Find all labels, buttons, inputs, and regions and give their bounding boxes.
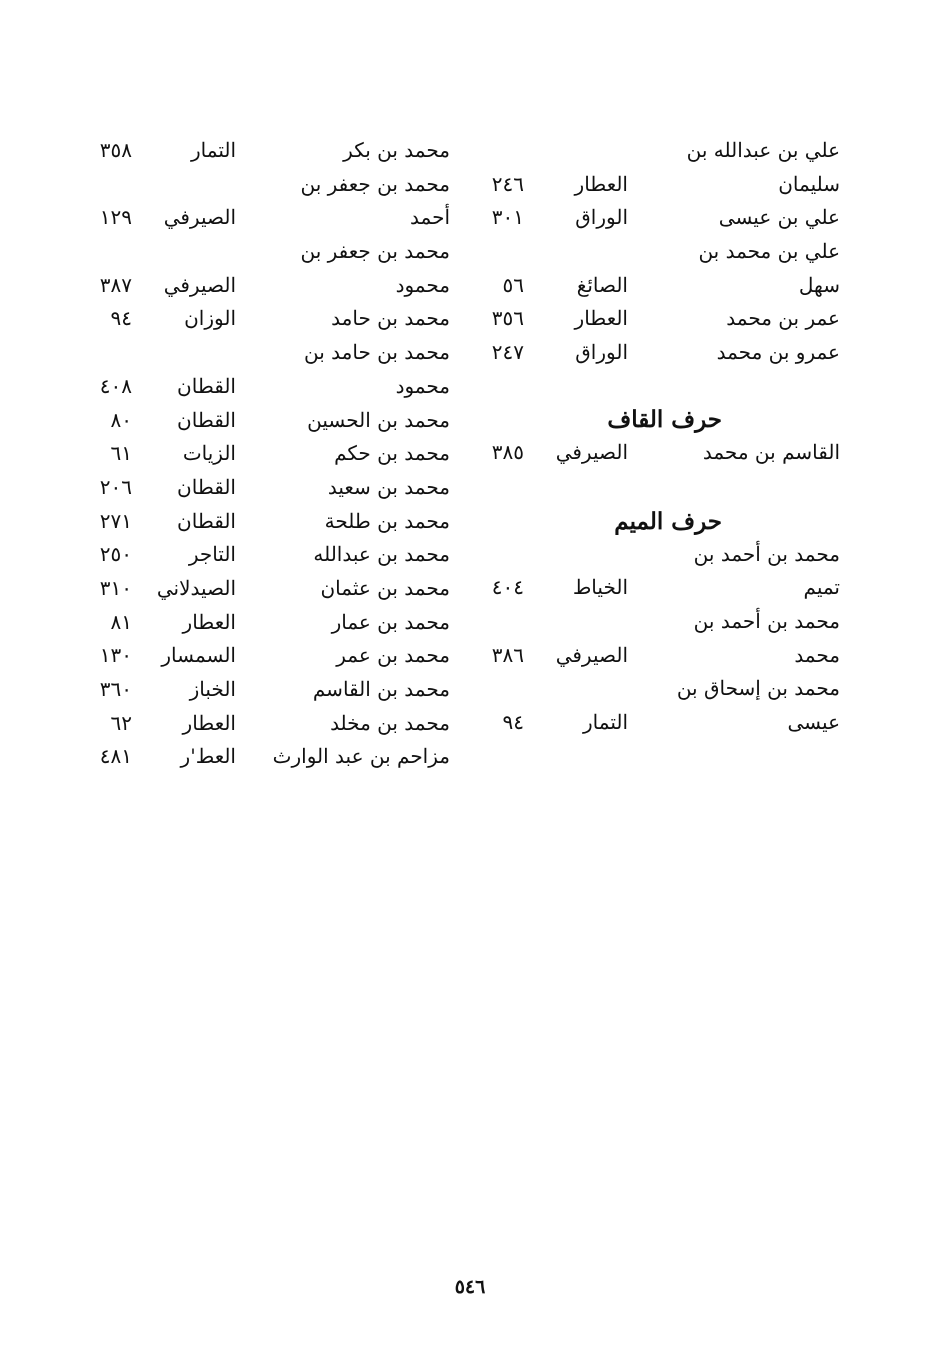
entry-trade: الصيرفي [163,272,236,297]
index-entry-row [80,538,450,572]
entry-page-ref: ١٣٠ [99,643,132,668]
entry-name: علي بن عيسى [718,205,840,230]
entry-page-ref: ٦٢ [110,710,132,735]
entry-trade: العط'ر [180,744,236,769]
entry-trade: السمسار [161,643,236,668]
entry-name: القاسم بن محمد [702,439,840,464]
right-entries-block-1 [480,134,840,370]
index-entry-row [80,134,450,168]
entry-trade: القطان [177,508,236,533]
entry-trade: العطار [574,171,628,196]
entry-page-ref: ٢٠٦ [99,474,132,499]
entry-trade: الصائغ [576,272,628,297]
entry-name: سليمان [778,171,840,196]
index-entry-row [80,740,450,774]
entry-name: محمد بن سعيد [327,474,450,499]
entry-page-ref: ٣٨٧ [99,272,132,297]
entry-trade: التمار [191,138,236,162]
index-entry-row [80,572,450,606]
index-entry-row [80,336,450,370]
entry-trade: الخياط [572,575,628,600]
index-entry-row [480,336,840,370]
entry-name: علي بن محمد بن [698,239,840,264]
entry-page-ref: ٣٥٦ [491,306,524,331]
entry-name: محمد بن عمار [331,609,450,634]
left-column [80,134,450,774]
entry-page-ref: ٣٨٦ [491,642,524,667]
entry-trade: الزيات [182,441,236,466]
section-heading-meem: حرف الميم [614,507,722,535]
entry-name: محمد بن عمر [336,643,450,668]
entry-name: محمد بن حامد [331,306,450,331]
index-entry-row [80,707,450,741]
right-entries-block-2 [480,436,840,470]
entry-trade: القطان [177,474,236,499]
index-entry-row [80,471,450,505]
index-entry-row [80,673,450,707]
index-entry-row [80,302,450,336]
index-entry-row [480,706,840,740]
index-entry-row [480,672,840,706]
section-heading-qaf: حرف القاف [607,405,722,433]
index-entry-row [80,437,450,471]
right-column [480,134,840,740]
entry-name: علي بن عبدالله بن [686,138,840,162]
entry-page-ref: ٣٦٠ [99,677,132,701]
entry-trade: الخباز [189,677,236,701]
right-entries-block-3 [480,538,840,740]
entry-trade: التاجر [188,542,236,567]
entry-name: محمد بن أحمد بن [693,541,840,566]
entry-page-ref: ٦١ [110,441,132,466]
index-entry-row [80,269,450,303]
entry-page-ref: ٢٤٦ [491,171,524,196]
index-entry-row [80,201,450,235]
entry-page-ref: ٨٠ [110,407,132,432]
index-entry-row [80,639,450,673]
entry-name: سهل [798,272,840,297]
entry-page-ref: ٨١ [110,609,132,634]
entry-name: محمد بن بكر [343,138,450,162]
entry-name: محمد بن مخلد [330,710,450,735]
entry-page-ref: ٤٠٤ [491,575,524,600]
entry-name: محمد بن حامد بن [303,340,450,365]
index-entry-row [480,235,840,269]
index-entry-row [80,404,450,438]
entry-name: محمد بن القاسم [312,677,450,701]
entry-name: محمد بن إسحاق بن [676,676,840,701]
entry-name: محمد بن الحسين [307,407,450,432]
index-entry-row [480,134,840,168]
entry-trade: التمار [583,709,628,734]
entry-trade: العطار [182,710,236,735]
entry-page-ref: ١٢٩ [99,205,132,230]
entry-name: محمد بن أحمد بن [693,608,840,633]
entry-name: محمود [395,272,450,297]
entry-trade: الصيرفي [163,205,236,230]
entry-name: محمد بن عثمان [320,575,450,600]
index-entry-row [480,571,840,605]
entry-page-ref: ٤٨١ [99,744,132,769]
index-entry-row [480,605,840,639]
index-entry-row [480,168,840,202]
entry-page-ref: ٢٧١ [99,508,132,533]
entry-page-ref: ٩٤ [502,709,524,734]
entry-name: تميم [803,575,840,600]
index-entry-row [480,538,840,572]
entry-page-ref: ٣١٠ [99,575,132,600]
index-entry-row [80,168,450,202]
entry-page-ref: ٢٤٧ [491,340,524,365]
index-entry-row [80,370,450,404]
index-entry-row [480,302,840,336]
entry-name: محمد بن طلحة [324,508,450,533]
index-entry-row [480,269,840,303]
entry-name: عمرو بن محمد [716,340,840,365]
index-entry-row [480,639,840,673]
entry-name: عمر بن محمد [726,306,840,331]
entry-page-ref: ٩٤ [110,306,132,331]
entry-trade: الصيرفي [555,439,628,464]
entry-page-ref: ٣٥٨ [99,138,132,162]
entry-name: أحمد [410,205,450,230]
entry-trade: الوزان [184,306,236,331]
entry-trade: القطان [177,407,236,432]
entry-name: محمد بن جعفر بن [300,239,450,264]
entry-page-ref: ٥٦ [502,272,524,297]
entry-trade: الصيدلاني [156,575,236,600]
entry-trade: الصيرفي [555,642,628,667]
entry-page-ref: ٣٨٥ [491,439,524,464]
entry-name: محمد بن حكم [334,441,450,466]
entry-name: محمد بن عبدالله [313,542,450,567]
index-entry-row [80,606,450,640]
index-entry-row [80,235,450,269]
index-entry-row [80,505,450,539]
index-entry-row [480,436,840,470]
entry-page-ref: ٢٥٠ [99,542,132,567]
entry-name: مزاحم بن عبد الوارث [272,744,450,769]
entry-trade: الوراق [575,340,628,365]
entry-trade: العطار [574,306,628,331]
entry-name: محمود [395,373,450,398]
page-number: ٥٤٦ [454,1276,486,1298]
entry-name: محمد [794,642,840,667]
entry-name: محمد بن جعفر بن [300,171,450,196]
entry-trade: العطار [182,609,236,634]
index-entry-row [480,201,840,235]
entry-name: عيسى [787,709,840,734]
entry-page-ref: ٤٠٨ [99,373,132,398]
entry-trade: الوراق [575,205,628,230]
entry-page-ref: ٣٠١ [491,205,524,230]
entry-trade: القطان [177,373,236,398]
